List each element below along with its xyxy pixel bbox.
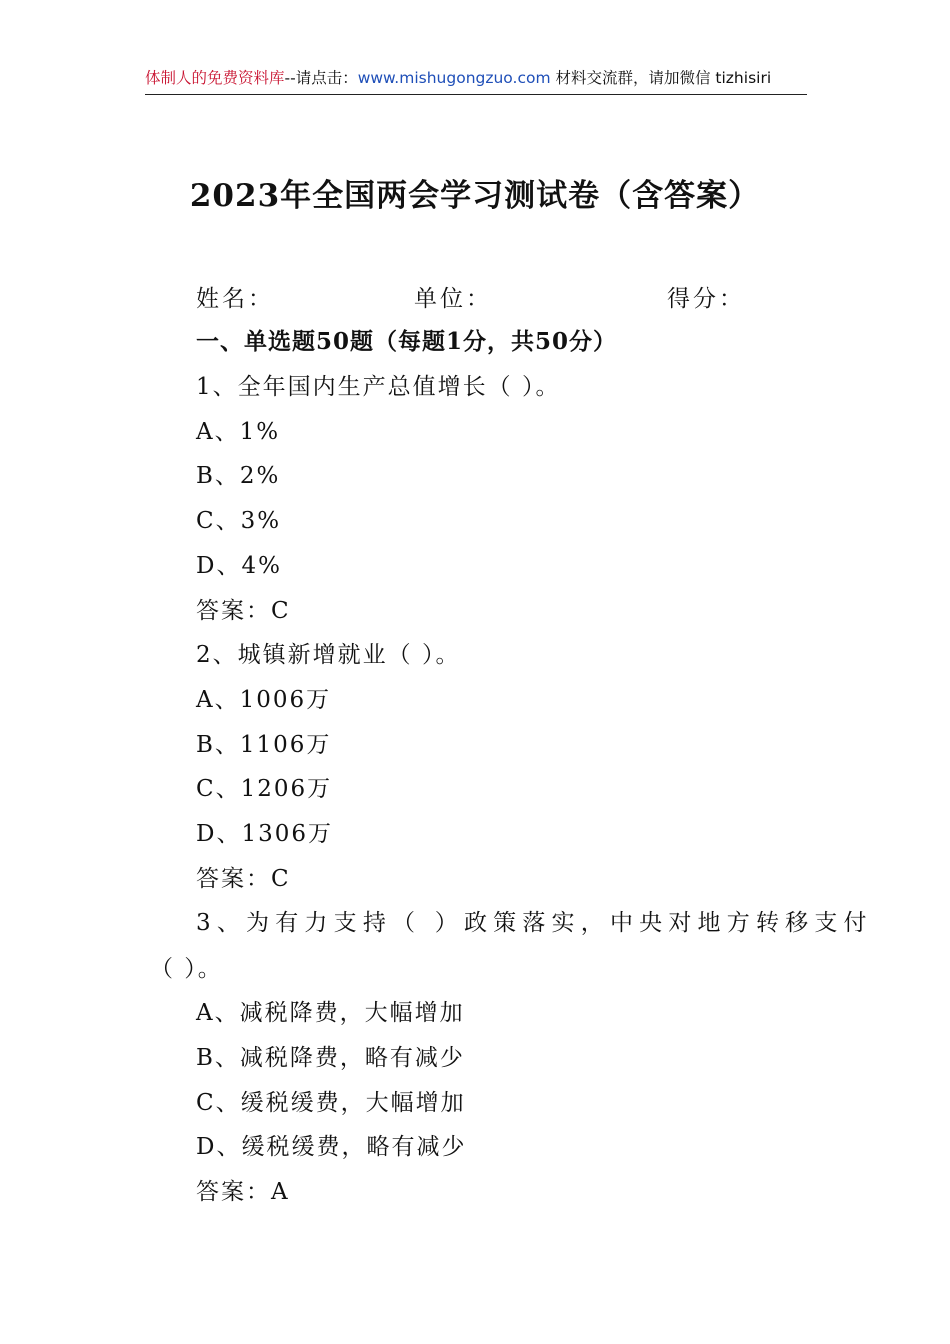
question-2-answer: 答案：C [196,866,291,892]
question-2-option-c: C、1206万 [196,776,333,802]
question-3-option-a: A、减税降费，大幅增加 [196,1000,465,1026]
question-3-stem-line1: 3、为有力支持（ ）政策落实，中央对地方转移支付 [196,910,873,936]
question-1-option-c: C、3% [196,508,282,534]
question-2-option-b: B、1106万 [196,732,332,758]
section-heading: 一、单选题50题（每题1分，共50分） [196,328,618,355]
unit-label: 单位： [414,286,492,312]
question-1-stem: 1、全年国内生产总值增长（ ）。 [196,374,561,400]
header-tail: 材料交流群，请加微信 tizhisiri [550,69,772,87]
question-3-stem-line2: （ ）。 [150,956,223,982]
question-3-option-d: D、缓税缓费，略有减少 [196,1134,467,1160]
page-header [145,66,807,95]
score-label: 得分： [667,286,745,312]
question-1-option-d: D、4% [196,553,282,579]
question-2-stem: 2、城镇新增就业（ ）。 [196,642,461,668]
question-1-answer: 答案：C [196,598,291,624]
question-2-option-a: A、1006万 [196,687,332,713]
header-separator: --请点击： [284,69,358,87]
question-3-option-b: B、减税降费，略有减少 [196,1045,465,1071]
name-label: 姓名： [196,286,274,312]
question-3-answer: 答案：A [196,1179,290,1205]
header-brand: 体制人的免费资料库 [145,69,285,87]
question-1-option-b: B、2% [196,463,281,489]
header-url-link[interactable]: www.mishugongzuo.com [357,69,551,87]
question-3-option-c: C、缓税缓费，大幅增加 [196,1090,466,1116]
question-1-option-a: A、1% [196,419,281,445]
question-2-option-d: D、1306万 [196,821,333,847]
document-title: 2023年全国两会学习测试卷（含答案） [189,178,761,214]
